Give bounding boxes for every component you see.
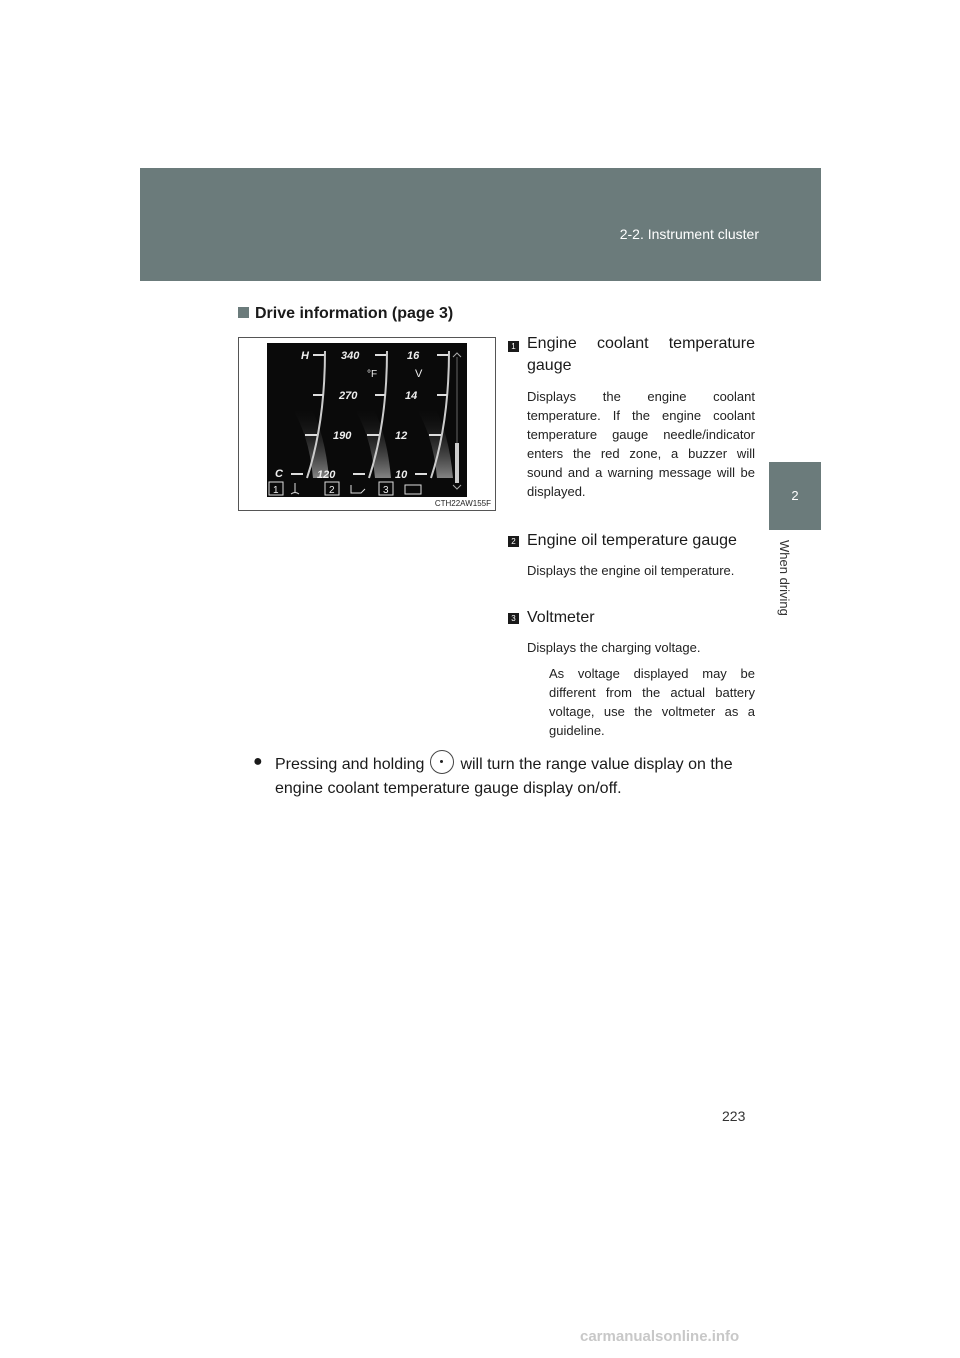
gauge-1-glow: [289, 403, 329, 478]
item-2-description: Displays the engine oil temperature.: [527, 563, 735, 578]
header-band: [140, 168, 821, 281]
gauge-1-bottom-label: C: [275, 468, 283, 480]
bullet-dot-icon: ●: [253, 753, 263, 770]
gauge-3-unit: V: [415, 368, 423, 380]
item-2-number: 2: [508, 536, 519, 547]
section-heading-text: Drive information (page 3): [255, 305, 454, 322]
coolant-temp-icon: [291, 483, 299, 494]
voltmeter-note: As voltage displayed may be different from the actual battery voltage, use the voltmeter as a guideline.: [549, 666, 755, 738]
battery-icon: [405, 485, 421, 494]
page-number: 223: [722, 1108, 746, 1124]
gauge-3-mid2-label: 12: [395, 430, 408, 442]
bullet-text-after: will turn the range value display on the engine coolant temperature gauge display on/off.: [275, 756, 733, 797]
item-1-title: Engine coolant temperature gauge: [527, 335, 755, 374]
item-1-description: Displays the engine coolant temperature. If the engine coolant temperature gauge needle/indicator enters the red zone, a buzzer will sound and a warning message will be displayed.: [527, 389, 755, 499]
callout-2: 2: [329, 485, 335, 496]
oil-temp-icon: [351, 485, 365, 493]
gauge-3-top-label: 16: [407, 350, 420, 362]
bullet-text-before: Pressing and holding: [275, 756, 425, 773]
gauge-2-top-label: 340: [341, 350, 360, 362]
gauge-3-mid1-label: 14: [405, 390, 418, 402]
item-3-description: Displays the charging voltage.: [527, 640, 701, 655]
callout-1: 1: [273, 485, 279, 496]
item-2-title: Engine oil temperature gauge: [527, 532, 737, 549]
gauge-2-unit: °F: [367, 369, 378, 380]
chapter-label: When driving: [777, 540, 792, 616]
figure-code: CTH22AW155F: [434, 499, 491, 508]
watermark: carmanualsonline.info: [580, 1328, 740, 1345]
gauge-2-glow: [351, 403, 391, 478]
gauge-1-top-label: H: [301, 350, 309, 362]
heading-square-icon: [238, 307, 249, 318]
gauge-3-glow: [413, 403, 453, 478]
scroll-up-icon: [453, 353, 461, 357]
gauge-2-mid2-label: 190: [333, 430, 352, 442]
gauge-2-bottom-label: 120: [317, 469, 336, 481]
callout-3: 3: [383, 485, 389, 496]
select-button-icon: [430, 750, 454, 774]
scroll-thumb: [455, 443, 459, 483]
section-heading: [238, 305, 453, 323]
bullet-text: [275, 750, 763, 801]
item-3-title: Voltmeter: [527, 609, 595, 626]
gauge-display: [267, 343, 467, 497]
gauge-illustration: [267, 343, 467, 497]
section-breadcrumb: 2-2. Instrument cluster: [619, 226, 759, 242]
item-1-number: 1: [508, 341, 519, 352]
chapter-tab[interactable]: 2: [769, 462, 821, 530]
gauge-2-mid1-label: 270: [339, 390, 358, 402]
item-3-number: 3: [508, 613, 519, 624]
scroll-down-icon: [453, 485, 461, 489]
gauge-figure: [238, 337, 496, 511]
gauge-3-bottom-label: 10: [395, 469, 408, 481]
